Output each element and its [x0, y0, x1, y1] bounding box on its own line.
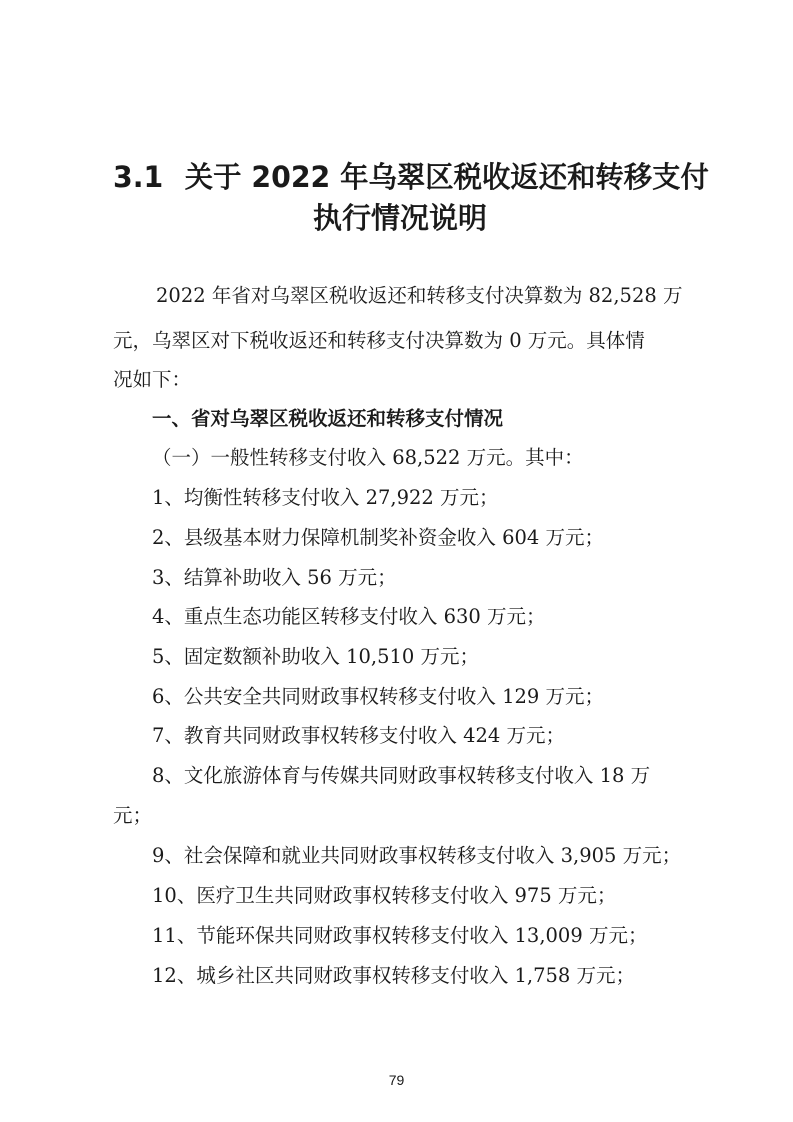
- section-heading: 一、省对乌翠区税收返还和转移支付情况: [152, 407, 504, 430]
- list-item: 1、均衡性转移支付收入 27,922 万元；: [152, 486, 499, 509]
- title-line-2: 执行情况说明: [312, 201, 487, 235]
- list-item: 3、结算补助收入 56 万元；: [152, 566, 397, 589]
- section-subheading: （一）一般性转移支付收入 68,522 万元。其中：: [152, 446, 584, 469]
- page-title: [113, 158, 709, 196]
- list-item-continuation: 元；: [113, 804, 153, 827]
- section-number: 3.1: [113, 160, 164, 194]
- intro-line-1: 2022 年省对乌翠区税收返还和转移支付决算数为 82,528 万: [156, 284, 683, 307]
- list-item: 8、文化旅游体育与传媒共同财政事权转移支付收入 18 万: [152, 764, 651, 787]
- list-item: 5、固定数额补助收入 10,510 万元；: [152, 645, 480, 668]
- page-number: 79: [388, 1072, 405, 1088]
- list-item: 6、公共安全共同财政事权转移支付收入 129 万元；: [152, 685, 605, 708]
- list-item: 4、重点生态功能区转移支付收入 630 万元；: [152, 605, 546, 628]
- title-line-1: 关于 2022 年乌翠区税收返还和转移支付: [184, 160, 709, 194]
- list-item: 11、节能环保共同财政事权转移支付收入 13,009 万元；: [152, 924, 648, 947]
- list-item: 9、社会保障和就业共同财政事权转移支付收入 3,905 万元；: [152, 844, 682, 867]
- list-item: 2、县级基本财力保障机制奖补资金收入 604 万元；: [152, 526, 605, 549]
- intro-line-2: 元，乌翠区对下税收返还和转移支付决算数为 0 万元。具体情: [113, 329, 645, 352]
- list-item: 12、城乡社区共同财政事权转移支付收入 1,758 万元；: [152, 964, 636, 987]
- list-item: 10、医疗卫生共同财政事权转移支付收入 975 万元；: [152, 884, 617, 907]
- list-item: 7、教育共同财政事权转移支付收入 424 万元；: [152, 724, 566, 747]
- intro-line-3: 况如下：: [113, 368, 192, 391]
